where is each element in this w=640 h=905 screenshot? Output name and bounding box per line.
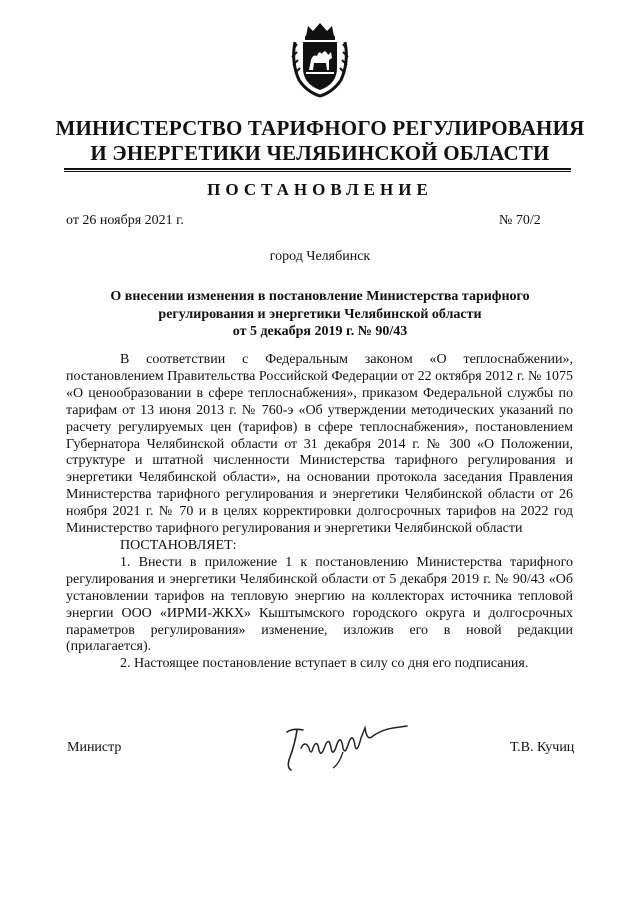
item-1-paragraph: 1. Внести в приложение 1 к постановлению Министерства тарифного регулирования и энергетики Челябинской области от 5 декабря 2019 г. № 90/43 «Об установлении тарифов на тепловую энергию на коллекторах источника тепловой энергии ООО «ИРМИ-ЖКХ» Кыштымского городского округа и долгосрочных параметров регулирования» изменение, изложив его в новой редакции (прилагается). xyxy=(66,554,573,655)
organization-name-line1: МИНИСТЕРСТВО ТАРИФНОГО РЕГУЛИРОВАНИЯ xyxy=(55,116,585,140)
document-subject xyxy=(80,288,560,341)
document-body xyxy=(66,352,573,673)
document-date: от 26 ноября 2021 г. xyxy=(66,213,184,228)
subject-line3: от 5 декабря 2019 г. № 90/43 xyxy=(232,324,408,339)
header-divider-thin xyxy=(64,171,571,172)
subject-line2: регулирования и энергетики Челябинской области xyxy=(158,306,482,322)
decree-word: ПОСТАНОВЛЯЕТ: xyxy=(120,537,237,553)
document-number: № 70/2 xyxy=(499,213,541,228)
city-line: город Челябинск xyxy=(269,249,371,264)
organization-name-line2: И ЭНЕРГЕТИКИ ЧЕЛЯБИНСКОЙ ОБЛАСТИ xyxy=(90,141,550,165)
signatory-title: Министр xyxy=(67,740,122,755)
coat-of-arms-icon xyxy=(289,22,351,100)
header-divider-thick xyxy=(64,168,571,170)
item-2-paragraph: 2. Настоящее постановление вступает в силу со дня его подписания. xyxy=(120,656,529,672)
signatory-name: Т.В. Кучиц xyxy=(510,740,575,755)
subject-line1: О внесении изменения в постановление Министерства тарифного xyxy=(110,289,530,304)
handwritten-signature xyxy=(283,718,413,774)
preamble-paragraph: В соответствии с Федеральным законом «О теплоснабжении», постановлением Правительства Российской Федерации от 22 октября 2012 г. № 1075 «О ценообразовании в сфере теплоснабжения», приказом Федеральной службы по тарифам от 13 июня 2013 г. № 760-э «Об утверждении методических указаний по расчету регулируемых цен (тарифов) в сфере теплоснабжения», постановлением Губернатора Челябинской области от 31 декабря 2014 г. № 300 «О Положении, структуре и штатной численности Министерства тарифного регулирования и энергетики Челябинской области», на основании протокола заседания Правления Министерства тарифного регулирования и энергетики Челябинской области от 26 ноября 2021 г. № 70 и в целях корректировки долгосрочных тарифов на 2022 год Министерство тарифного регулирования и энергетики Челябинской области xyxy=(66,352,573,537)
document-type-title: ПОСТАНОВЛЕНИЕ xyxy=(207,180,433,199)
